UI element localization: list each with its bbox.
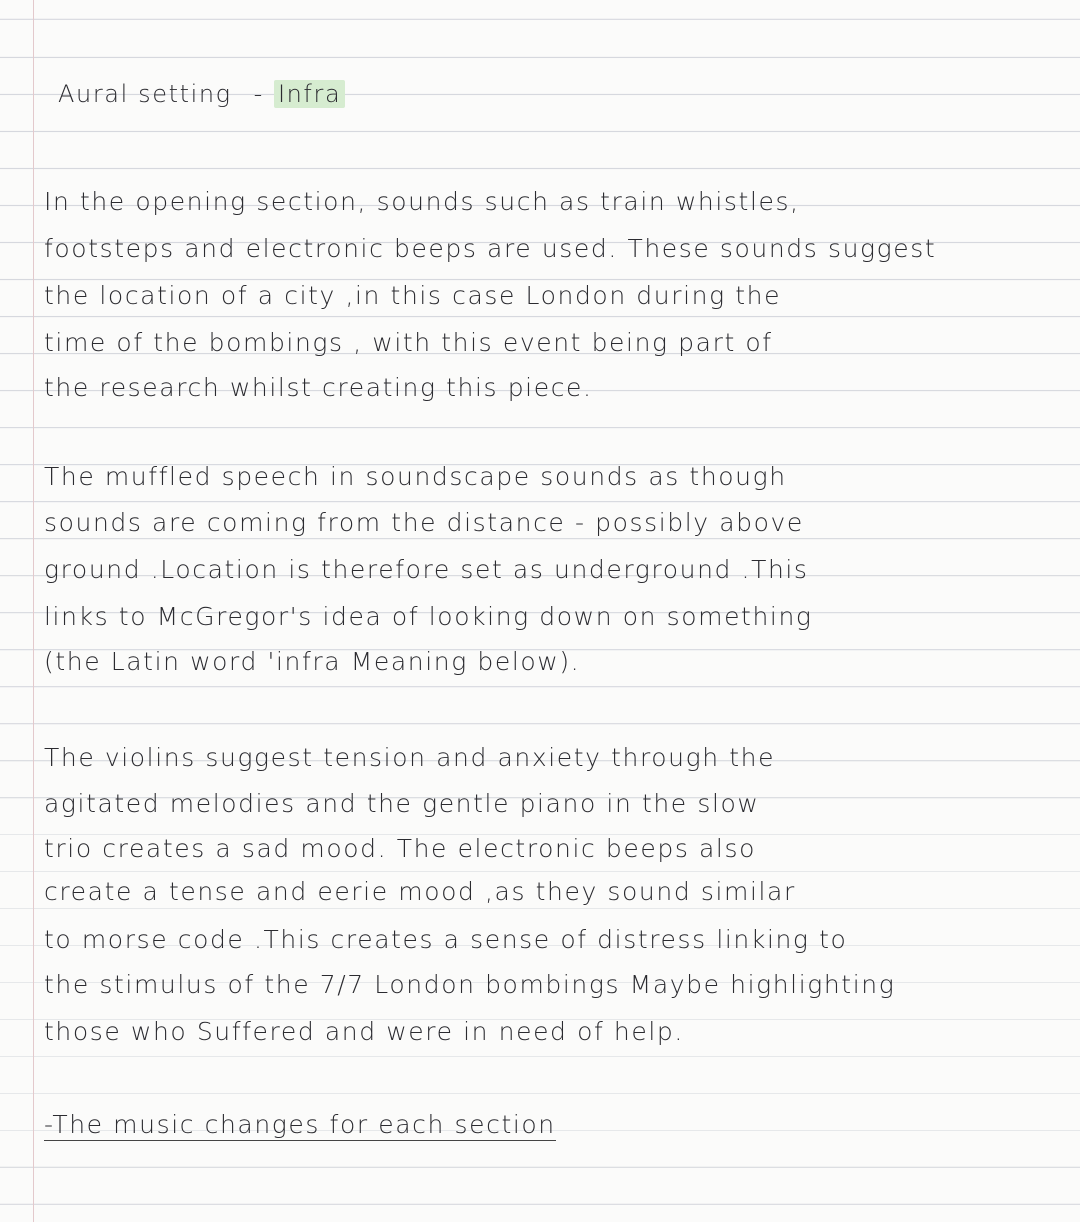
paragraph-2-line-4: links to McGregor's idea of looking down on something	[44, 602, 813, 631]
paragraph-1-line-2: footsteps and electronic beeps are used. These sounds suggest	[44, 234, 937, 263]
page-heading	[58, 80, 345, 108]
paragraph-3-line-4: create a tense and eerie mood ,as they sound similar	[44, 877, 796, 906]
paragraph-3-line-5: to morse code .This creates a sense of distress linking to	[44, 925, 848, 954]
paragraph-3-line-7: those who Suffered and were in need of help.	[44, 1017, 684, 1046]
heading-dash: -	[253, 80, 264, 108]
paragraph-3-line-1: The violins suggest tension and anxiety through the	[44, 743, 776, 772]
paragraph-1-line-3: the location of a city ,in this case London during the	[44, 281, 782, 310]
paragraph-1-line-1: In the opening section, sounds such as train whistles,	[44, 187, 800, 216]
heading-title: Aural setting	[58, 80, 232, 108]
footer-note-text: -The music changes for each section	[44, 1110, 556, 1139]
margin-line	[33, 0, 34, 1222]
paragraph-2-line-3: ground .Location is therefore set as underground .This	[44, 555, 809, 584]
paragraph-2-line-1: The muffled speech in soundscape sounds as though	[44, 462, 787, 491]
paragraph-3-line-2: agitated melodies and the gentle piano in the slow	[44, 789, 760, 818]
paragraph-3-line-6: the stimulus of the 7/7 London bombings Maybe highlighting	[44, 970, 896, 999]
paragraph-2-line-2: sounds are coming from the distance - possibly above	[44, 508, 804, 537]
paragraph-3-line-3: trio creates a sad mood. The electronic beeps also	[44, 834, 756, 863]
footer-note	[44, 1110, 556, 1139]
heading-tag-highlight: Infra	[274, 80, 345, 108]
paragraph-1-line-5: the research whilst creating this piece.	[44, 373, 593, 402]
paragraph-1-line-4: time of the bombings , with this event being part of	[44, 328, 773, 357]
paragraph-2-line-5: (the Latin word 'infra Meaning below).	[44, 647, 581, 676]
